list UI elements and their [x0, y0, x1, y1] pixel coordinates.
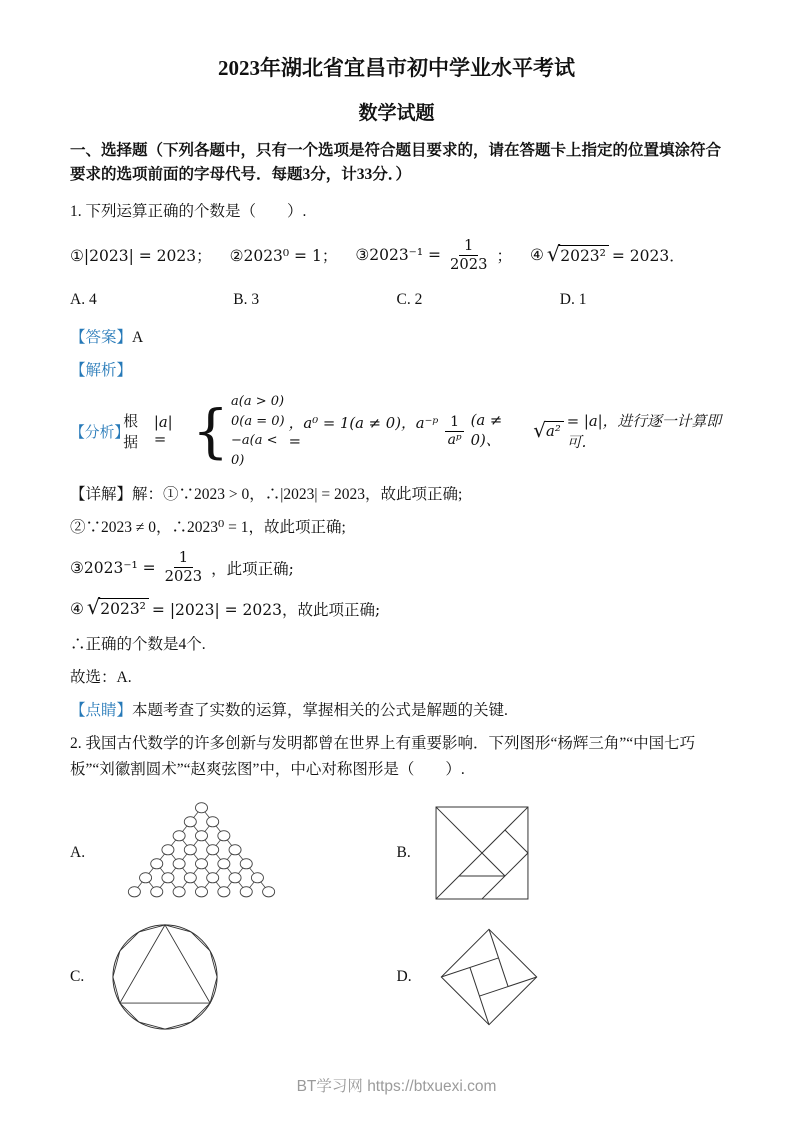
figure-label-a: A.	[70, 843, 86, 861]
radical-sign-icon: √	[86, 595, 101, 620]
q1-formula-item2: ②2023⁰ = 1；	[229, 247, 338, 266]
footer-watermark	[0, 1074, 793, 1096]
option-c[interactable]: C. 2	[396, 291, 423, 309]
footer-link[interactable]: BT学习网 https://btxuexi.com	[296, 1078, 497, 1095]
figure-label-b: B.	[396, 843, 411, 861]
answer-value: A	[132, 329, 144, 347]
fenxi-label: 【分析】	[70, 423, 130, 441]
figure-cell-d	[397, 920, 724, 1034]
radical-sign-icon: √	[533, 418, 546, 443]
abs-a-lhs: |a| =	[153, 414, 173, 449]
figure-cell-a	[70, 799, 397, 906]
sqrt-expression: √ a²	[533, 421, 564, 441]
option-b[interactable]: B. 3	[233, 291, 260, 309]
figure-cell-c	[70, 920, 397, 1034]
fraction: $\frac{1}{2023}$	[450, 237, 488, 273]
q1-detail-line4: ④ √ 2023² = |2023| = 2023，故此项正确;	[70, 595, 381, 620]
q1-fenxi-line: 【分析】 根据 |a| = { a(a > 0) 0(a = 0) −a(a < 0) ，a⁰ = 1(a ≠ 0)，a⁻ᵖ = $\frac{1}{\text{aᵖ}}$ (a ≠ 0)、 √ a² = |a|，进行逐一计算即可.	[70, 392, 723, 470]
document-title: 2023年湖北省宜昌市初中学业水平考试	[218, 56, 575, 80]
q1-jiexi-line	[70, 358, 723, 380]
tangram-figure	[435, 806, 529, 900]
figure-row-2	[70, 920, 723, 1034]
q1-formula-line	[70, 237, 723, 273]
radical-sign-icon: √	[546, 241, 561, 266]
piecewise-rows: a(a > 0) 0(a = 0) −a(a < 0)	[231, 394, 285, 468]
figure-cell-b	[397, 799, 724, 906]
dianjing-label: 【点睛】	[70, 701, 133, 719]
figure-row-1	[70, 799, 723, 906]
option-a[interactable]: A. 4	[70, 291, 97, 309]
q1-stem: 1. 下列运算正确的个数是（ ）.	[70, 203, 307, 221]
q1-formula-item1: ①|2023| = 2023；	[70, 247, 212, 266]
q1-detail-line6: 故选：A.	[70, 668, 132, 686]
sqrt-expression: √ 2023²	[547, 245, 609, 266]
option-d[interactable]: D. 1	[559, 291, 587, 309]
left-brace-icon: {	[192, 397, 230, 466]
document-subtitle: 数学试题	[358, 103, 435, 124]
xiangjie-label: 【详解】	[70, 486, 133, 504]
sqrt-expression: √ 2023²	[87, 598, 149, 619]
q1-detail-line3: ③2023⁻¹ = $\frac{1}{2023}$ ，此项正确;	[70, 549, 294, 585]
fraction: $\frac{1}{2023}$	[164, 549, 203, 585]
section-heading: 一、选择题（下列各题中，只有一个选项是符合题目要求的，请在答题卡上指定的位置填涂符合要求的选项前面的字母代号．每题3分，计33分．）	[70, 142, 722, 184]
q2-figures	[70, 799, 723, 1034]
q2-stem: 2. 我国古代数学的许多创新与发明都曾在世界上有重要影响．下列图形“杨辉三角”“中国七巧板”“刘徽割圆术”“赵爽弦图”中，中心对称图形是（ ）.	[70, 734, 696, 778]
figure-label-c: C.	[70, 968, 85, 986]
q1-detail-line1: 【详解】解：①∵2023 > 0，∴|2023| = 2023，故此项正确;	[70, 486, 463, 504]
circle-cutting-figure	[108, 920, 222, 1034]
q1-formula-item4: ④ √ 2023² = 2023．	[529, 241, 685, 266]
q1-answer-line	[70, 325, 723, 347]
q1-dianjing-line: 【点睛】本题考查了实数的运算，掌握相关的公式是解题的关键.	[70, 701, 508, 719]
answer-label: 【答案】	[70, 329, 133, 347]
jiexi-label: 【解析】	[70, 362, 133, 380]
figure-label-d: D.	[396, 968, 412, 986]
piecewise-cases	[192, 392, 284, 470]
q1-options	[70, 291, 723, 309]
q1-formula-item3: ③2023⁻¹ = $\frac{1}{2023}$ ；	[355, 237, 512, 273]
yanghui-triangle-figure	[109, 799, 294, 906]
q1-detail-line2: ②∵2023 ≠ 0，∴2023⁰ = 1，故此项正确;	[70, 519, 346, 537]
fraction: $\frac{1}{\text{aᵖ}}$	[443, 414, 467, 449]
q1-detail-line5: ∴正确的个数是4个.	[70, 635, 206, 653]
xiantu-figure	[436, 924, 542, 1030]
